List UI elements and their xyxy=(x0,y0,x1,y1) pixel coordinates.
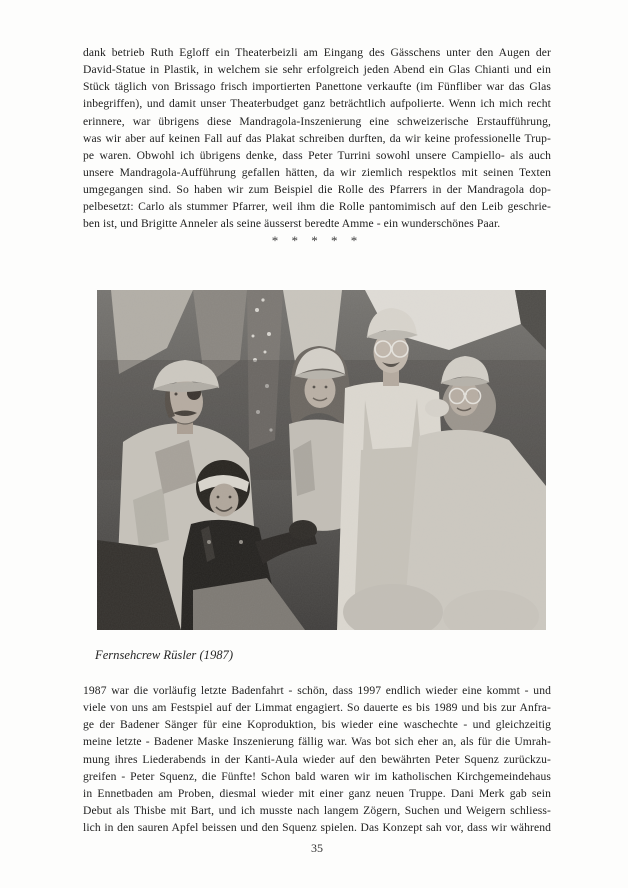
paragraph-line: was wir aber auf keinen Fall auf das Plakat schreiben durften, da wir keine professionelle Trup- xyxy=(83,131,551,145)
paragraph-line: in Ennetbaden am Proben, diesmal wieder mit einer ganz neuen Truppe. Dani Merk gab sein xyxy=(83,786,551,800)
paragraph-line: meine letzte - Badener Maske Inszenierung fällig war. Was bot sich eher an, als für die Umrah- xyxy=(83,735,551,749)
paragraph-line: Stück täglich von Brissago frisch importierten Panettone verkaufte (im Fünfliber war das Glas xyxy=(83,80,551,94)
paragraph-line: pelbesetzt: Carlo als stummer Pfarrer, weil ihm die Rolle pantomimisch auf den Leib geschrie- xyxy=(83,200,551,214)
photo-illustration xyxy=(97,290,546,630)
paragraph-line: 1987 war die vorläufig letzte Badenfahrt - schön, dass 1997 endlich wieder eine kommt - und xyxy=(83,684,551,697)
paragraph-line: dank betrieb Ruth Egloff ein Theaterbeizli am Eingang des Gässchens unter den Augen der xyxy=(83,46,551,59)
paragraph-line: umgegangen sind. So haben wir zum Beispiel die Rolle des Pfarrers in der Mandragola dop- xyxy=(83,183,551,197)
paragraph-line: greifen - Peter Squenz, die Fünfte! Schon bald waren wir im katholischen Kirchgemeindehaus xyxy=(83,769,551,783)
paragraph-line: ben ist, und Brigitte Anneler als seine äusserst beredte Amme - ein wunderschönes Paar. xyxy=(83,217,501,231)
photo-caption: Fernsehcrew Rüsler (1987) xyxy=(95,648,234,662)
paragraph-1 xyxy=(83,44,551,233)
paragraph-line: Debut als Thisbe mit Bart, und ich musste nach langem Zögern, Suchen und Weigern schliess- xyxy=(83,803,551,817)
paragraph-line: inbegriffen), und damit unser Theaterbudget ganz beträchtlich aufpolierte. Wenn ich mich recht xyxy=(83,97,551,111)
paragraph-2 xyxy=(83,682,551,836)
paragraph-line: mung ihres Liederabends in der Kanti-Aula wieder auf den bewährten Peter Squenz zurückzu- xyxy=(83,752,551,766)
paragraph-line: unsere Mandragola-Aufführung gefallen hätten, da wir ziemlich respektlos mit seinen Texten xyxy=(83,165,551,179)
paragraph-line: viele von uns am Festspiel auf der Limmat engagiert. So dauerte es bis 1989 und bis zur Anfra- xyxy=(83,701,551,715)
photo-fernsehcrew xyxy=(97,290,546,630)
paragraph-line: David-Statue in Plastik, in welchem sie sehr erfolgreich jeden Abend ein Glas Chianti und ein xyxy=(83,63,551,77)
paragraph-line: lich in den sauren Apfel beissen und den Squenz spielen. Das Konzept sah vor, dass wir während xyxy=(83,821,551,835)
page-number: 35 xyxy=(311,841,323,855)
section-separator: * * * * * xyxy=(271,233,363,248)
paragraph-line: pe waren. Obwohl ich übrigens denke, dass Peter Turrini sowohl unsere Campiello- als auch xyxy=(83,148,551,162)
paragraph-line: ge der Badener Sänger für eine Koproduktion, bis wieder eine waschechte - und gleichzeitig xyxy=(83,718,551,732)
paragraph-line: erinnere, war übrigens diese Mandragola-Inszenierung eine schweizerische Erstaufführung, xyxy=(83,114,551,128)
